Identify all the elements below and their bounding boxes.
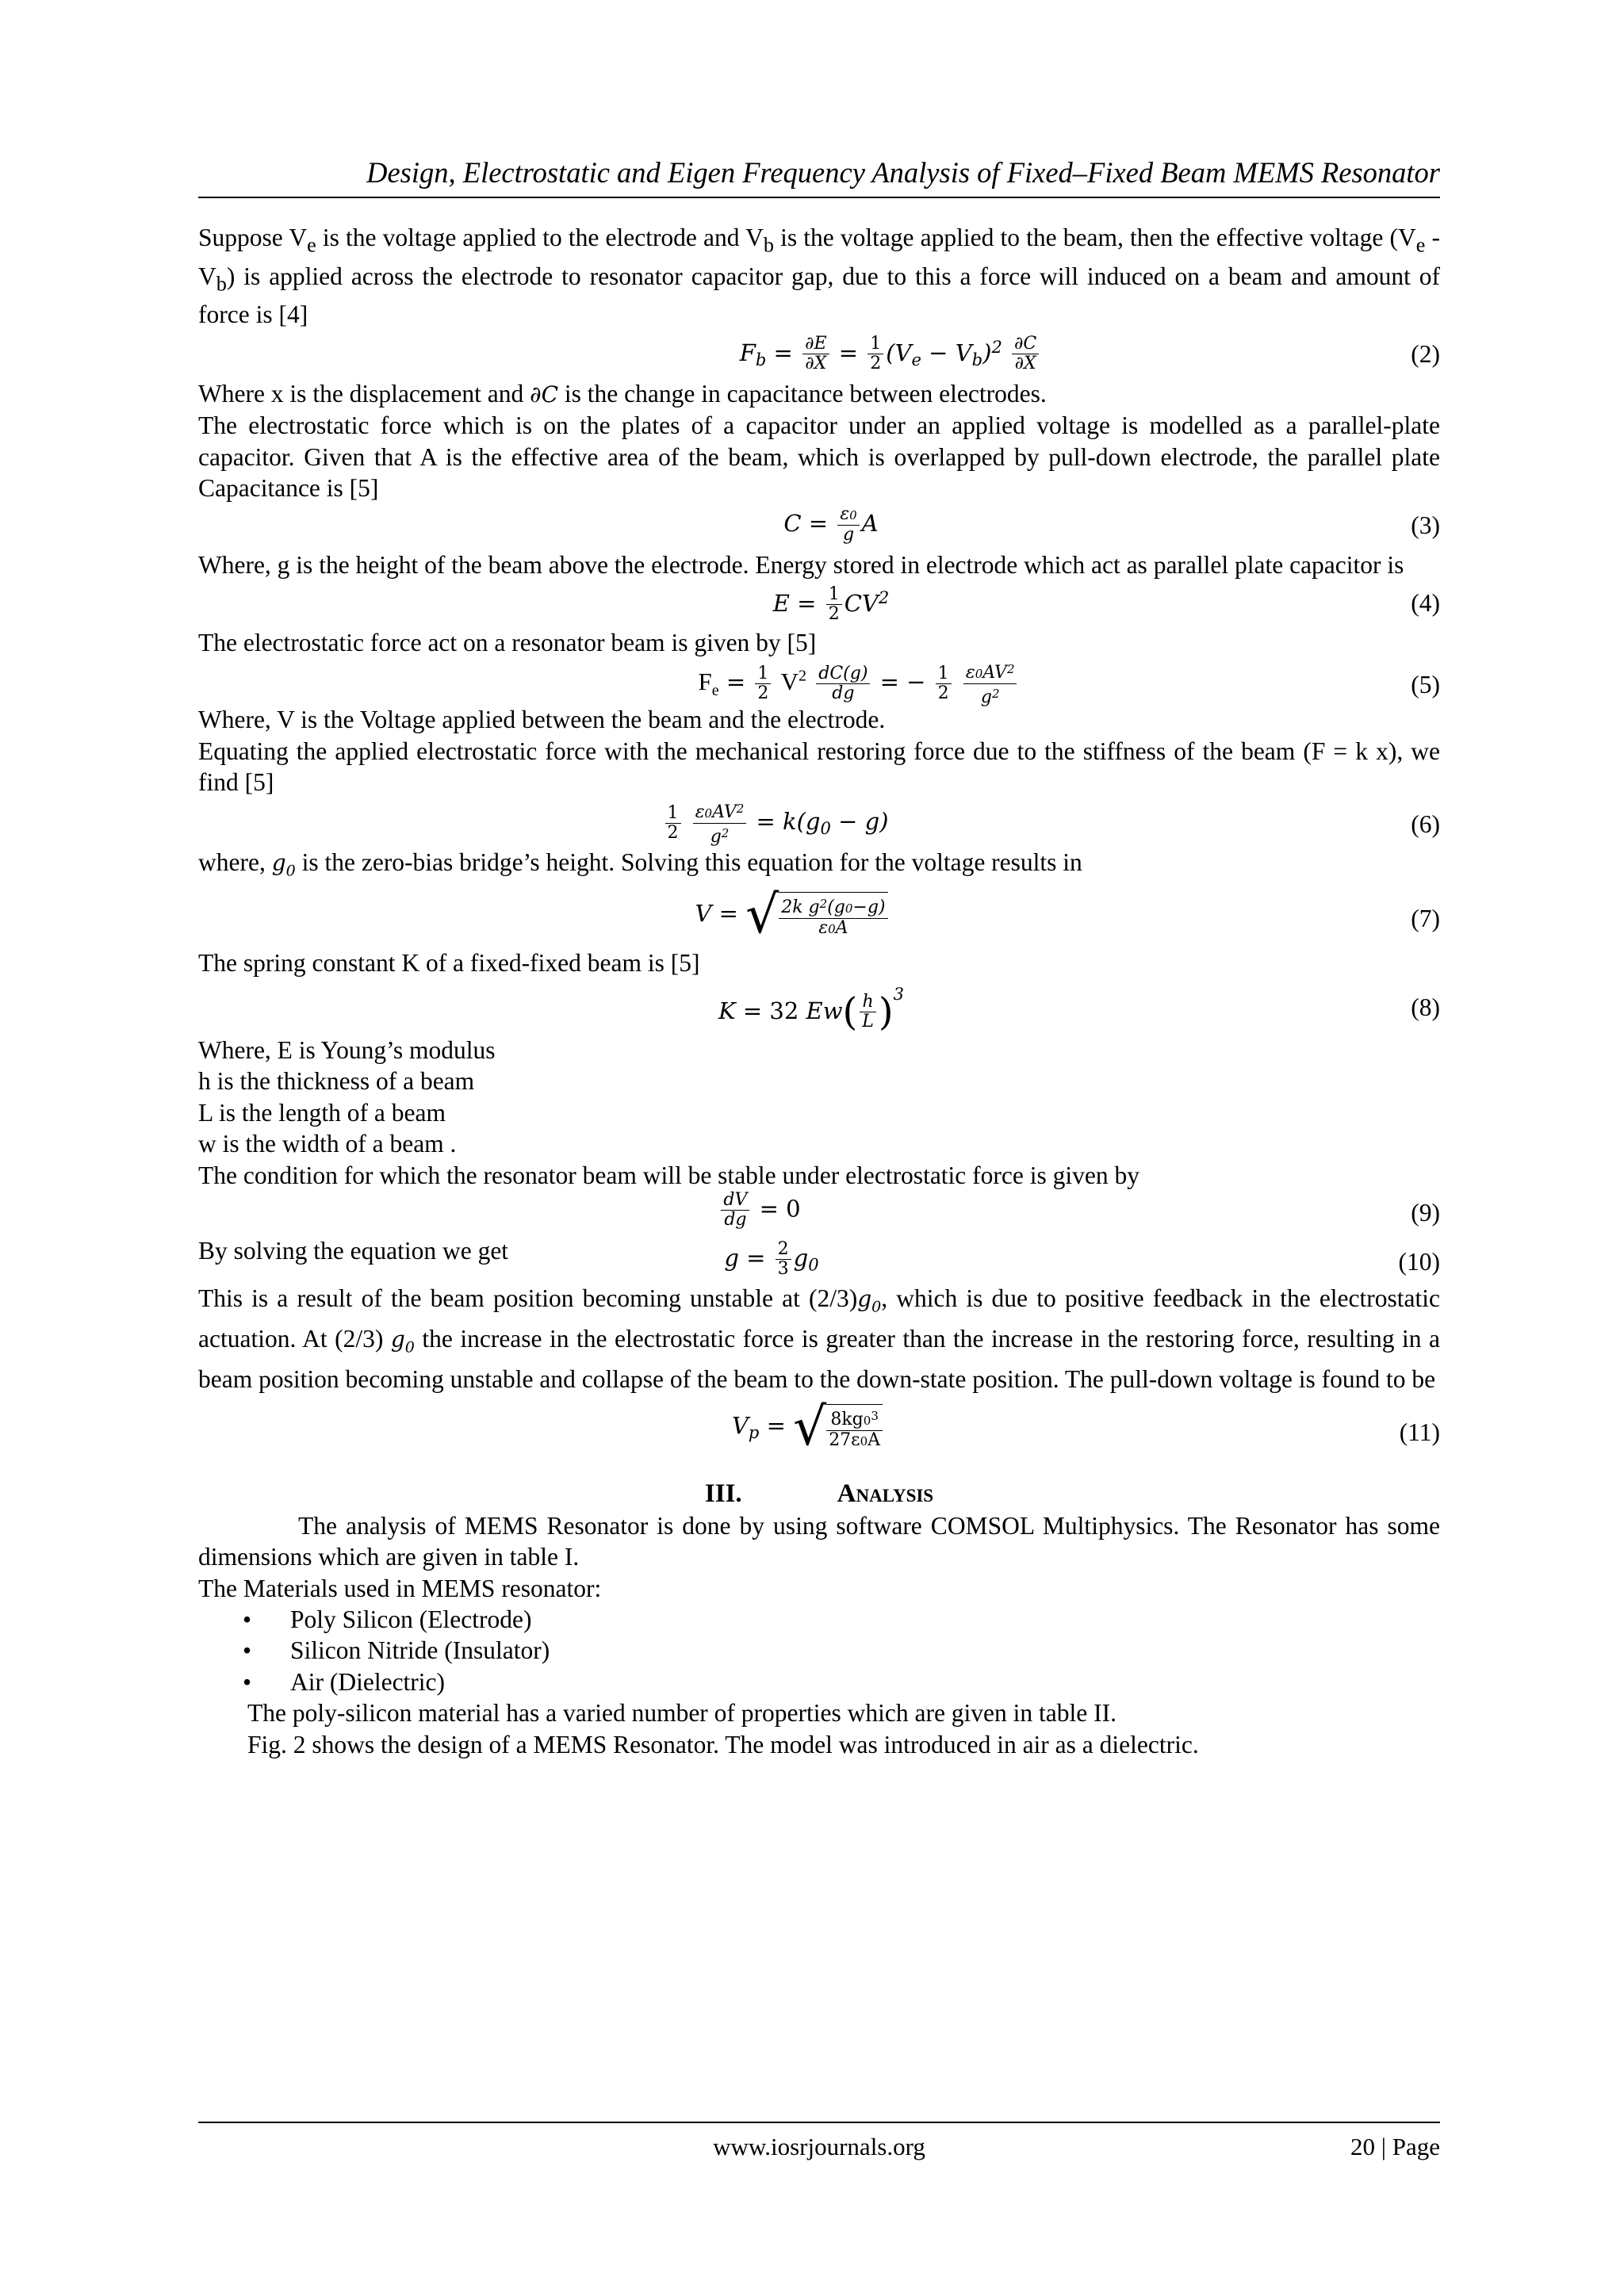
equation-10-row: By solving the equation we get g = $\frac{2}{3}$ $g_0$ (10) (198, 1236, 1440, 1279)
equation-number: (8) (1411, 993, 1440, 1021)
footer-site: www.iosrjournals.org (713, 2133, 925, 2160)
paragraph-20: Fig. 2 shows the design of a MEMS Resonator. The model was introduced in air as a dielectric. (247, 1730, 1199, 1758)
equation-number: (10) (1398, 1247, 1440, 1276)
paragraph-12: L is the length of a beam (198, 1098, 446, 1127)
section-heading: III. Analysis (704, 1479, 934, 1509)
equation-9: $\frac{dV}{dg}$ = 0 (9) (198, 1191, 1440, 1235)
equation-number: (4) (1411, 588, 1440, 617)
materials-list (198, 1604, 1440, 1697)
equation-2: $F_b$ = $\frac{\partial E}{\partial X}$ = $\frac{1}{2}$ $(V_e - V_b)^2$ $\frac{\partial C}{\partial X}$ (2) (739, 334, 1440, 374)
paragraph-8: where, $g_0$ is the zero-bias bridge’s height. Solving this equation for the voltage results in (198, 848, 1082, 881)
paragraph-5: The electrostatic force act on a resonator beam is given by [5] (198, 628, 817, 656)
paragraph-17: The analysis of MEMS Resonator is done by using software COMSOL Multiphysics. The Resonator has some dimensions which are given in table I. (198, 1511, 1440, 1571)
paragraph-10: Where, E is Young’s modulus (198, 1035, 496, 1064)
equation-number: (9) (1411, 1198, 1440, 1226)
paragraph-18: The Materials used in MEMS resonator: (198, 1574, 602, 1602)
equation-11: $V_p$ = √ $\frac{8kg0^3}{27\varepsilon 0A}$ (11) (731, 1396, 1440, 1458)
equation-7: V = √ $\frac{2k g^2(g0-g)}{\varepsilon 0A}$ (7) (695, 884, 1440, 946)
list-item: • Poly Silicon (Electrode) (243, 1605, 532, 1633)
footer-rule (198, 2122, 1440, 2123)
paragraph-3: The electrostatic force which is on the plates of a capacitor under an applied voltage is modelled as a parallel-plate capacitor. Given that A is the effective area of the beam, which is overlapped by pull-down electrode, the parallel plate Capacitance is [5] (198, 411, 1440, 503)
header-rule (198, 197, 1440, 198)
footer (198, 2133, 1440, 2164)
paragraph-4: Where, g is the height of the beam above the electrode. Energy stored in electrode which act as parallel plate capacitor is (198, 551, 1404, 580)
equation-6: $\frac{1}{2}$ $\frac{\varepsilon 0AV^2}{g^2}$ = $k(g_0 - g)$ (6) (198, 798, 1440, 847)
equation-3: C = $\frac{\varepsilon 0}{g}$ A (3) (783, 504, 1440, 545)
equation-4: E = $\frac{1}{2}$ $CV^2$ (4) (772, 584, 1440, 625)
equation-8: K = 32 Ew( $\frac{h}{L}$ )$^3$ (8) (718, 984, 1440, 1035)
equation-number: (5) (1411, 671, 1440, 699)
list-item: • Silicon Nitride (Insulator) (243, 1636, 550, 1665)
paragraph-1: Suppose $V_e$ is the voltage applied to the electrode and $V_b$ is the voltage applied to the beam, then the effective voltage $(V_e - V_b)$ is applied across the electrode to resonator capacitor gap, due to this a force will induced on a beam and amount of force is [4] (198, 224, 1440, 329)
equation-number: (6) (1411, 810, 1440, 839)
paragraph-19: The poly-silicon material has a varied number of properties which are given in table II. (247, 1699, 1116, 1728)
paragraph-14: The condition for which the resonator beam will be stable under electrostatic force is given by (198, 1161, 1139, 1189)
paragraph-15: By solving the equation we get (198, 1236, 509, 1265)
paragraph-13: w is the width of a beam . (198, 1130, 457, 1158)
running-header: Design, Electrostatic and Eigen Frequency Analysis of Fixed–Fixed Beam MEMS Resonator (366, 156, 1440, 189)
equation-number: (2) (1411, 339, 1440, 368)
paragraph-11: h is the thickness of a beam (198, 1067, 475, 1096)
paragraph-9: The spring constant K of a fixed-fixed beam is [5] (198, 949, 700, 978)
paragraph-2: Where x is the displacement and ∂C is the change in capacitance between electrodes. (198, 379, 1047, 408)
paragraph-7: Equating the applied electrostatic force with the mechanical restoring force due to the stiffness of the beam (F = k x), we find [5] (198, 737, 1440, 797)
paragraph-6: Where, V is the Voltage applied between the beam and the electrode. (198, 706, 886, 734)
page-number: 20 | Page (1350, 2133, 1440, 2160)
equation-5: $F_e$ = $\frac{1}{2}$ $V^2$ $\frac{dC(g)}{dg}$ = − $\frac{1}{2}$ $\frac{\varepsilon 0AV^2}{g^2}$ (5) (198, 658, 1440, 704)
equation-number: (3) (1411, 511, 1440, 540)
page-body (198, 222, 1440, 1760)
paragraph-16: This is a result of the beam position becoming unstable at $(2/3)g_0$, which is due to positive feedback in the electrostatic actuation. At (2/3) $g_0$ the increase in the electrostatic force is greater than the increase in the restoring force, resulting in a beam position becoming unstable and collapse of the beam to the down-state position. The pull-down voltage is found to be (198, 1284, 1440, 1393)
equation-number: (11) (1399, 1418, 1440, 1447)
list-item: • Air (Dielectric) (243, 1667, 446, 1696)
equation-number: (7) (1411, 905, 1440, 933)
